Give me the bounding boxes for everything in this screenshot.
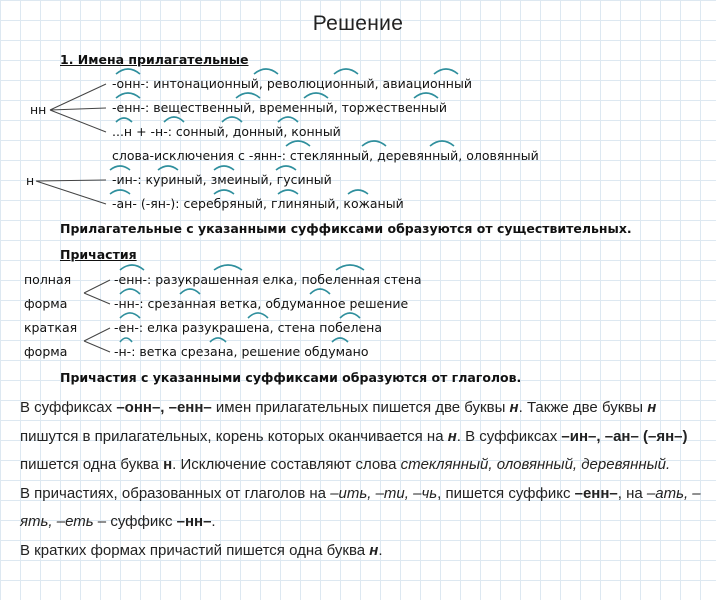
suffix-arc — [210, 338, 226, 342]
bracket-line — [84, 293, 110, 304]
suffix-arc — [180, 289, 200, 294]
suffix-arc — [120, 338, 132, 342]
explanation-paragraph: В кратких формах причастий пишется одна буква н. — [20, 541, 383, 559]
suffix-arc — [334, 69, 358, 74]
suffix-arc — [222, 117, 242, 122]
suffix-arc — [276, 166, 296, 170]
adjectives-header: 1. Имена прилагательные — [60, 52, 249, 67]
suffix-arc — [348, 190, 368, 194]
suffix-arc — [434, 69, 458, 74]
explanation-paragraph: В суффиксах –онн–, –енн– имен прилагательных пишется две буквы н. Также две буквы н пишутся в прилагательных, корень которых оканчивается на н. В суффиксах –ин–, –ан– (–ян–) пишется одна буква н. Исключение составляют слова стеклянный, оловянный, деревянный. — [20, 399, 688, 473]
suffix-arc — [110, 166, 130, 170]
suffix-arc — [158, 166, 178, 170]
adj-line: -ан- (-ян-): серебряный, глиняный, кожаный — [112, 196, 404, 211]
suffix-arc — [362, 141, 386, 146]
bracket-line — [36, 180, 106, 181]
participle-line: -ен-: елка разукрашена, стена побелена — [114, 320, 383, 335]
suffix-arc — [214, 190, 234, 194]
suffix-arc — [248, 313, 268, 318]
page-title: Решение — [312, 12, 404, 35]
form-label: краткая — [24, 320, 78, 335]
adj-line: -ин-: куриный, змеиный, гусиный — [112, 172, 332, 187]
suffix-arc — [278, 190, 298, 194]
suffix-arc — [116, 69, 140, 74]
participle-line: -н-: ветка срезана, решение обдумано — [114, 344, 369, 359]
suffix-arc — [214, 265, 242, 270]
n-label: н — [26, 173, 35, 188]
suffix-arc — [236, 93, 260, 98]
participle-line: -нн-: срезанная ветка, обдуманное решение — [114, 296, 409, 311]
bracket-line — [50, 110, 106, 132]
suffix-arc — [120, 265, 144, 270]
bracket-line — [84, 280, 110, 293]
suffix-arc — [340, 313, 360, 318]
adj-line: слова-исключения с -янн-: стеклянный, деревянный, оловянный — [112, 148, 539, 163]
scheme-lines — [14, 44, 574, 394]
form-label: форма — [24, 296, 68, 311]
explanation-text — [20, 394, 710, 565]
adj-line: ...н + -н-: сонный, донный, конный — [112, 124, 341, 139]
suffix-arc — [214, 166, 234, 170]
adjectives-note: Прилагательные с указанными суффиксами образуются от существительных. — [60, 221, 632, 236]
form-label: полная — [24, 272, 72, 287]
bracket-line — [50, 84, 106, 110]
adj-line: -онн-: интонационный, революционный, авиационный — [112, 76, 472, 91]
suffix-arc — [336, 265, 364, 270]
bracket-line — [36, 181, 106, 204]
suffix-arc — [116, 93, 140, 98]
participle-line: -енн-: разукрашенная елка, побеленная стена — [114, 272, 422, 287]
suffix-arc — [164, 117, 184, 122]
suffix-arc — [332, 338, 348, 342]
bracket-line — [84, 328, 110, 341]
suffix-arc — [414, 93, 438, 98]
bracket-line — [50, 108, 106, 110]
suffix-arc — [430, 141, 454, 146]
explanation-paragraph: В причастиях, образованных от глаголов на –ить, –ти, –чь, пишется суффикс –енн–, на –ать, –ять, –еть – суффикс –нн–. — [20, 484, 701, 530]
suffix-arc — [254, 69, 278, 74]
adj-line: -енн-: вещественный, временный, торжественный — [112, 100, 448, 115]
suffix-arc — [310, 289, 330, 294]
suffix-arc — [304, 93, 328, 98]
form-label: форма — [24, 344, 68, 359]
scanned-scheme — [14, 44, 632, 394]
suffix-arc — [278, 117, 298, 122]
suffix-arc — [116, 118, 132, 122]
participles-header: Причастия — [60, 247, 137, 262]
suffix-arc — [120, 289, 140, 294]
suffix-arc — [286, 141, 310, 146]
suffix-arc — [120, 313, 140, 318]
bracket-line — [84, 341, 110, 352]
nn-label: нн — [30, 102, 47, 117]
suffix-arc — [110, 190, 130, 194]
participles-note: Причастия с указанными суффиксами образуются от глаголов. — [60, 370, 522, 385]
